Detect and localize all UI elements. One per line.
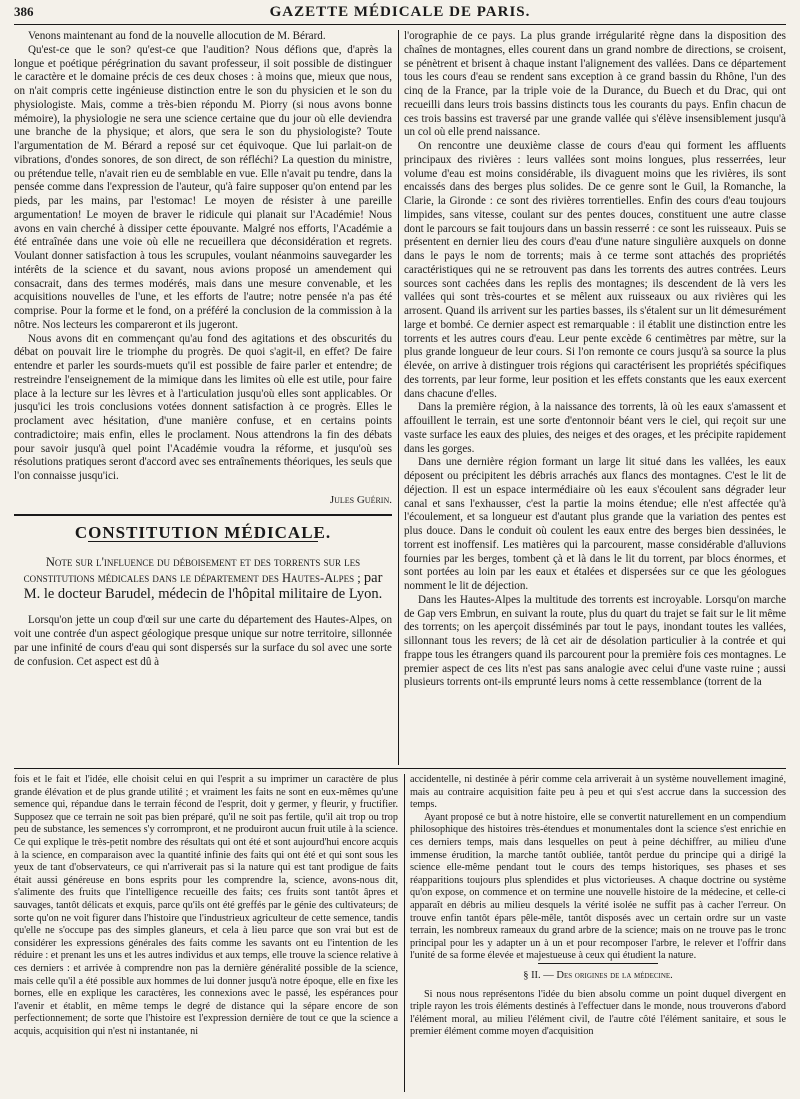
top-right-column	[404, 30, 786, 765]
subheading: § II. — Des origines de la médecine.	[523, 969, 673, 981]
column-divider	[404, 774, 405, 1092]
paragraph: On rencontre une deuxième classe de cours d'eau qui forment les affluents principaux des rivières : leurs vallées sont moins longues, plus resserrées, leur volume d'eau est moins considérable, ils divaguent moins que les rivières, ils sont encaissés dans des berges plus solides. De ce genre sont le Guil, la Romanche, la Clarie, la Gironde : ce sont des rivières torrentielles. Enfin des cours d'eau toujours limpides, sans vitesse, coulant sur des pentes douces, constituent une autre classe dont le parcours se fait toujours dans un bassin resserré : ce sont les ruisseaux. Puis se présentent en dernier lieu des cours d'eau d'une nature singulière auxquels on donne dans le pays le nom de torrents; mais à ce terme sont attachés des propriétés caractéristiques qui ne se retrouvent pas dans les torrents des autres contrées. Leurs sources sont cachées dans les replis des montagnes; ils descendent de là vers les vallées qui sont très-courtes et se mêlent aux ruisseaux ou aux rivières qui les arrosent. Quand ils arrivent sur les parties basses, ils s'étalent sur un lit démesurément large et bombé. Ce dernier aspect est remarquable : il établit une distinction entre les torrents et les autres cours d'eau. Leur pente excède 6 centimètres par mètre, sur la plus grande longueur de leur cours. Si l'on remonte ce cours jusqu'à sa source la plus élevée, on arrive à distinguer trois régions qui caractérisent les propriétés spécifiques des torrents, par leur forme, leur position et les effets constants que les eaux exercent dans chacune d'elles.	[404, 140, 786, 400]
bottom-right-column	[410, 774, 786, 1092]
column-divider	[398, 30, 399, 765]
running-title: GAZETTE MÉDICALE DE PARIS.	[269, 4, 531, 20]
top-section	[14, 30, 786, 765]
article-heading	[14, 554, 392, 602]
paragraph: Venons maintenant au fond de la nouvelle allocution de M. Bérard.	[28, 30, 326, 42]
paragraph: Nous avons dit en commençant qu'au fond des agitations et des obscurités du débat on pouvait lire le triomphe du progrès. De quoi s'agit-il, en effet? De faire entendre et parler les sourds-muets qu'il est possible de faire parler et entendre; de restreindre l'enseignement de la mimique dans les limites où elle est utile, pour faire place à la lecture sur les lèvres et à l'articulation jusqu'où elles sont applicables. Or jusqu'ici les trois conclusions votées donnent satisfaction à ce progrès. Elles le proclament avec hésitation, d'une manière confuse, et en certains points contradictoire; mais enfin, elles le proclament. Nous attendrons la fin des débats pour savoir jusqu'à quel point l'Académie voudra la réforme, et jusqu'où ses résolutions pratiques seront d'accord avec ses entraînements théoriques, les seuls que l'on connaisse jusqu'ici.	[14, 332, 392, 482]
paragraph: accidentelle, ni destinée à périr comme cela arriverait à un système nouvellement imaginé, mais au contraire acquisition faite peu à peu et qui s'est accrue dans la succession des temps.	[410, 774, 786, 811]
section-separator	[14, 768, 786, 769]
section-rule	[14, 514, 392, 516]
paragraph: Qu'est-ce que le son? qu'est-ce que l'audition? Nous défions que, d'après la longue et poétique pérégrination du savant professeur, il soit possible de distinguer le caractère et le domaine précis de ces deux choses : à moins que, mieux que nous, on n'ait compris cette ingénieuse distinction entre le son du physicien et le son du physiologiste. Mais, comme a très-bien répondu M. Piorry (si nous avons bonne mémoire), la physiologie ne sera une science certaine que du jour où elle deviendra une branche de la physique; et alors, que sera le son du physiologiste? Toute l'argumentation de M. Bérard a reposé sur cet équivoque. Que lui parlait-on de vibrations, d'ondes sonores, de son direct, de son réfléchi? La question du ministre, ou prétendue telle, n'avait rien eu de semblable en vue. Elle n'avait pu tendre, dans la pensée comme dans l'expression de l'auteur, qu'à faire supposer qu'on entend par les pieds, par les mains, par l'estomac! Le moyen de résister à une pareille argumentation! Le moyen de braver le ridicule qui planait sur l'Académie! Nous avons en vain cherché à dissiper cette épouvante. Malgré nos efforts, l'Académie a été entraînée dans une voie où elle ne recueillera que déconsidération et regrets. Voulant donner satisfaction à tous les scrupules, voulant néanmoins sauvegarder les intérêts de la science et du savant, nous avions proposé un amendement qui consacrait, dans des termes modérés, mais dans une mesure convenable, et les acquisitions nouvelles de l'une, et les efforts de l'autre; notre pensée n'a pas été comprise. Pour la forme et le fond, on a préféré la conclusion de la commission à la nôtre. Nos lecteurs les compareront et ils jugeront.	[14, 43, 392, 331]
article-heading-text: Note sur l'influence du déboisement et des torrents sur les constitutions médicales dans le département des Hautes-Alpes ;	[23, 555, 361, 586]
paragraph: Lorsqu'on jette un coup d'œil sur une carte du département des Hautes-Alpes, on voit une contrée d'un aspect géologique presque unique sur notre territoire, sillonnée par une infinité de cours d'eau qui sont dispersés sur la surface du sol avec une sorte de confusion. Cet aspect est dû à	[14, 614, 392, 668]
subheading-rule	[538, 963, 658, 964]
paragraph: fois et le fait et l'idée, elle choisit celui en qui l'esprit a su imprimer un caractère de plus grande élévation et de plus grande utilité ; et vraiment les faits ne sont en eux-mêmes qu'une semence qui, répandue dans le terrain fécond de l'esprit, doit y germer, y fleurir, y fructifier. Supposez que ce terrain ne soit pas bien préparé, qu'il ne soit pas fertile, qu'il ait trop ou trop peu de substance, les semences s'y corrompront, et ne produiront aucun fruit utile à la science. Ce qui explique le très-petit nombre des résultats qui ont été et sont aujourd'hui encore acquis à la science, en comparaison avec la quantité infinie des faits qui ont été et qui sont sous les yeux de tant d'observateurs, ce qui n'arriverait pas si la nature qui est tant prodigue de faits était aussi généreuse en bons esprits pour les comprendre la, science, avons-nous dit, s'alimente des fruits que l'intelligence recueille des faits; ces fruits sont tantôt âpres et sauvages, tantôt délicats et exquis, parce qu'ils ont été greffés par le génie des cultivateurs; de sorte qu'on ne voit figurer dans l'histoire que l'industrieux agriculteur de cette semence, tandis qu'elle ne s'occupe pas des simples glaneurs, et cela à lieu parce que son vrai but est de considérer les expressions générales des faits comme les savants ont eu l'intention de les réduire : et prenant les uns et les autres individus et aux temps, elle trouve la science relative à ces derniers : et arrivée à comprendre non pas la dernière généralité possible de la science, mais celle qu'il a été possible aux hommes de lui donner jusqu'à notre époque, elle en fixe les bornes, elle en explique les caractères, les connexions avec le passé, les espérances pour l'avenir et établit, en même temps le degré de distance qui la sépare encore de son perfectionnement; de sorte que l'histoire est l'expression dernière de tout ce que la science a acquis, acquisition qui n'est ni instantanée, ni	[14, 774, 398, 1037]
article-author: par M. le docteur Barudel, médecin de l'hôpital militaire de Lyon.	[23, 570, 383, 603]
paragraph: Ayant proposé ce but à notre histoire, elle se convertit naturellement en un compendium philosophique des histoires très-étendues et monumentales dont la science s'est enrichie en ces derniers temps, mais dans lesquelles on peut à peine déchiffrer, au milieu d'une immense érudition, la marche tantôt oubliée, tantôt perdue du principe qui a dirigé la science elle-même pendant tout le cours des temps historiques, ses phases et ses réapparitions toujours plus splendides et plus victorieuses. A chaque doctrine ou système qu'on expose, on commence et on termine une nouvelle histoire de la médecine, et celle-ci apparaît en débris au milieu desquels la vérité isolée ne suffit pas à cacher l'erreur. On trouve enfin tantôt épars pêle-mêle, tantôt disposés avec un certain ordre sur un vaste terrain, les nombreux rameaux du grand arbre de la science; mais on ne trouve pas le tronc principal pour les y adapter un à un et pour recomposer l'arbre, le relever et l'offrir dans l'unité de sa forme élevée et majestueuse à ceux qui étudient la nature.	[410, 811, 786, 962]
bottom-left-column	[14, 774, 398, 1092]
paragraph: Dans une dernière région formant un large lit situé dans les vallées, les eaux déposent ou précipitent les débris arrachés aux flancs des montagnes. C'est le lit de déjection. Il est un espace intermédiaire où les eaux s'écoulent sans dégrader leur canal et sans l'exhausser, c'est la partie la moins étendue; elle n'est affectée qu'à l'écoulement, et sa longueur est d'autant plus grande que la variation des pentes est plus douce. Dans le conduit où coulent les eaux entre des berges bien dessinées, le torrent est inoffensif. Les matières qui la parcourent, masse considérable d'alluvions fournies par les berges, tombent çà et là dans le lit du torrent, par blocs énormes, et sont portées au loin par les eaux et étalées et dispersées sur ce que les géologues nomment le lit de déjection.	[404, 456, 786, 592]
paragraph: Dans les Hautes-Alpes la multitude des torrents est incroyable. Lorsqu'on marche de Gap vers Embrun, en suivant la route, plus du quart du trajet se fait sur le lit même des torrents; on les aperçoit disséminés par tout le pays, inondant toutes les vallées, sillonnant tous les revers; de là cet air de désolation particulier à la contrée et qui frappe tous les étrangers quand ils parcourent pour la première fois ces montagnes. Le premier aspect de ces lits n'est pas sans analogie avec celui d'une vaste ruine ; aussi plusieurs torrents ont-ils emprunté leurs noms à cette ressemblance (torrent de la	[404, 593, 786, 689]
section-title: CONSTITUTION MÉDICALE.	[74, 522, 332, 542]
paragraph: l'orographie de ce pays. La plus grande irrégularité règne dans la disposition des chaînes de montagnes, elles courent dans un grand nombre de directions, se croisent, se pénètrent et brisent à chaque instant l'alignement des vallées. Dans ce département tous les cours d'eau se rendent sans exception à ce grand bassin du Rhône, l'un des cinq de la France, par la triple voie de la Durance, du Buech et du Drac, qui ont recueilli dans leurs trois bassins distincts tous les courants du pays. Enfin chacun de ces trois bassins est traversé par une grande vallée qui s'élève insensiblement jusqu'à un col où elle prend naissance.	[404, 30, 786, 139]
top-left-column	[14, 30, 392, 765]
page-number: 386	[14, 4, 34, 19]
bottom-section	[14, 774, 786, 1092]
paragraph: Si nous nous représentons l'idée du bien absolu comme un point duquel divergent en triple rayon les trois éléments destinés à l'effectuer dans le monde, nous trouverons d'abord l'élément moral, au milieu l'élément civil, de l'autre côté l'élément sanitaire, et sous le premier élément comme moyen d'acquisition	[410, 988, 786, 1038]
header-rule	[14, 24, 786, 25]
page-header	[14, 4, 786, 24]
paragraph: Dans la première région, à la naissance des torrents, là où les eaux s'amassent et affouillent le terrain, est une sorte d'entonnoir béant vers le ciel, qui reçoit sur une vaste surface les eaux des pluies, des neiges et des orages, et les précipite rapidement dans les gorges.	[404, 401, 786, 455]
author-signature: Jules Guérin.	[329, 493, 392, 506]
